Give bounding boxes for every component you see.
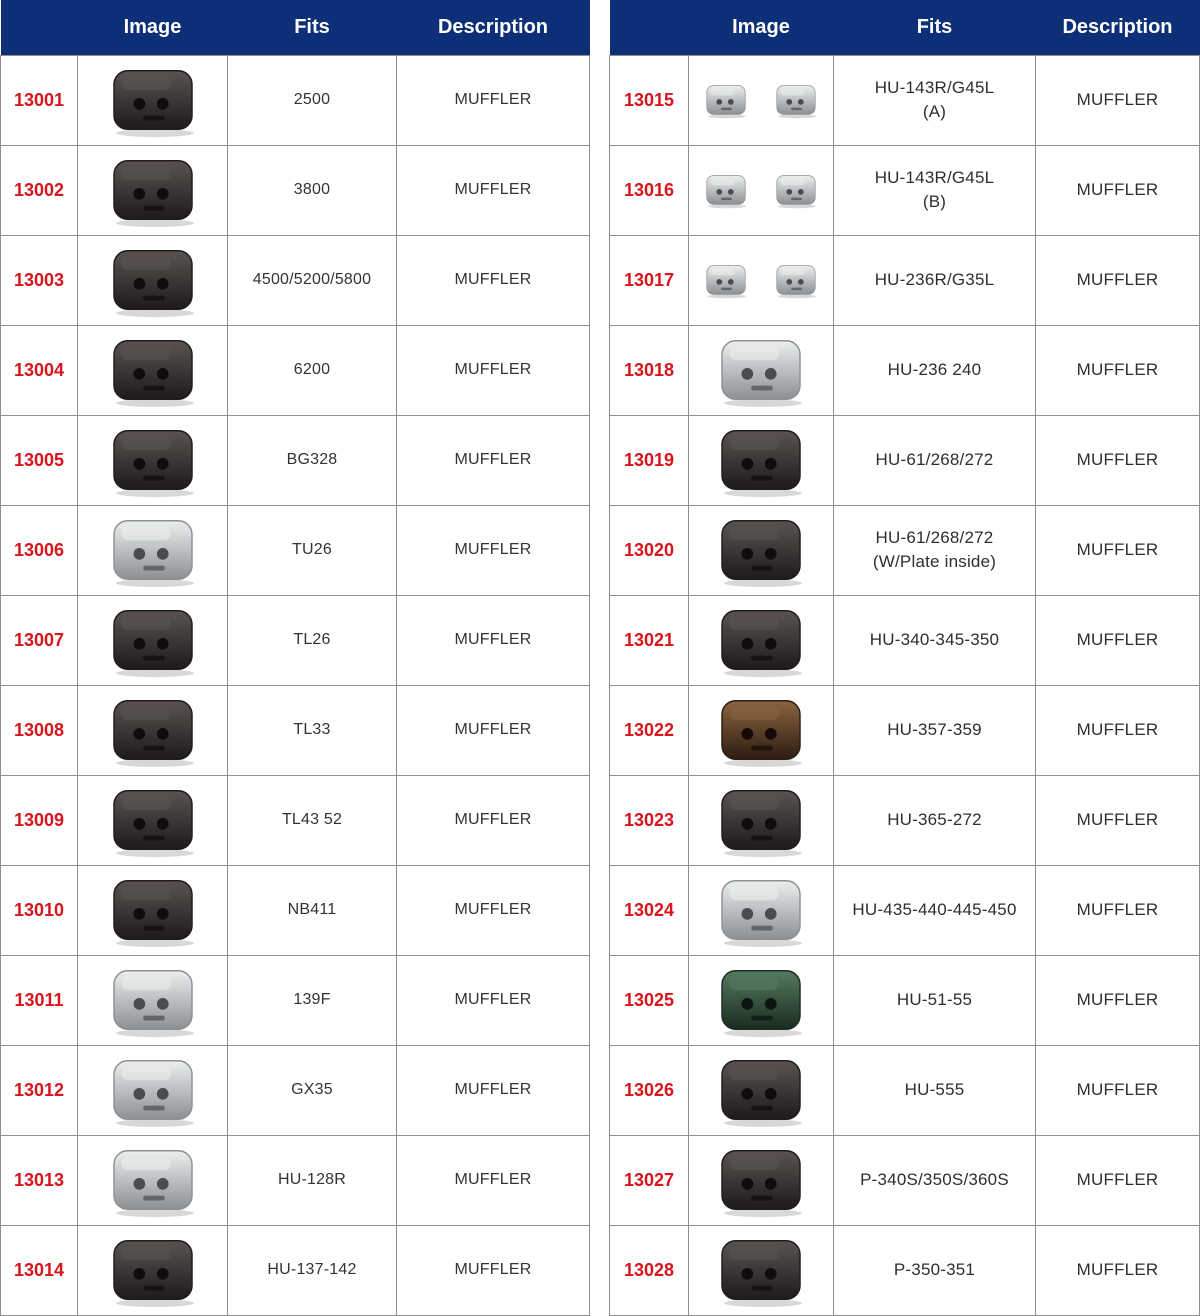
product-image-cell: [78, 685, 228, 775]
fits-cell: [834, 415, 1036, 505]
description-cell: MUFFLER: [397, 325, 590, 415]
product-image-cell: [78, 145, 228, 235]
fits-cell: [834, 955, 1036, 1045]
product-image-cell: [78, 235, 228, 325]
description-cell: MUFFLER: [1036, 55, 1200, 145]
fits-model: TU26: [292, 541, 332, 558]
part-number: 13014: [1, 1225, 78, 1315]
fits-model: HU-365-272: [887, 810, 982, 829]
catalog-table-right: [609, 0, 1200, 1316]
table-row: [610, 1045, 1200, 1135]
fits-cell: [834, 775, 1036, 865]
part-number: 13016: [610, 145, 689, 235]
product-image-cell: [689, 1225, 834, 1315]
table-row: [1, 685, 590, 775]
table-row: [1, 1135, 590, 1225]
muffler-image: [709, 781, 813, 859]
table-row: [1, 325, 590, 415]
fits-model: HU-143R/G45L: [874, 168, 995, 187]
muffler-image: [772, 242, 820, 318]
description-cell: MUFFLER: [397, 865, 590, 955]
table-row: [1, 505, 590, 595]
table-row: [610, 955, 1200, 1045]
description-cell: MUFFLER: [397, 145, 590, 235]
table-row: [610, 145, 1200, 235]
product-image-wrap: [689, 866, 833, 954]
product-image-cell: [689, 1135, 834, 1225]
product-image-wrap: [78, 146, 227, 234]
fits-cell: [228, 685, 397, 775]
product-image-wrap: [689, 326, 833, 414]
description-cell: MUFFLER: [397, 415, 590, 505]
description-cell: MUFFLER: [1036, 505, 1200, 595]
product-image-wrap: [689, 776, 833, 864]
muffler-image: [709, 421, 813, 499]
part-number: 13024: [610, 865, 689, 955]
fits-model: HU-128R: [277, 1171, 347, 1188]
muffler-image: [702, 62, 750, 138]
fits-cell: [834, 685, 1036, 775]
fits-model: P-340S/350S/360S: [860, 1170, 1009, 1189]
fits-model: HU-61/268/272: [875, 450, 994, 469]
fits-model: P-350-351: [893, 1260, 976, 1279]
table-row: [610, 1225, 1200, 1315]
fits-variant: (A): [922, 102, 947, 121]
description-cell: MUFFLER: [397, 775, 590, 865]
fits-cell: [834, 865, 1036, 955]
part-number: 13012: [1, 1045, 78, 1135]
muffler-image: [101, 1141, 205, 1219]
muffler-image: [709, 1051, 813, 1129]
fits-cell: [834, 1225, 1036, 1315]
table-row: [610, 595, 1200, 685]
muffler-image: [101, 691, 205, 769]
fits-cell: [834, 505, 1036, 595]
table-row: [610, 235, 1200, 325]
part-number: 13018: [610, 325, 689, 415]
fits-model: HU-435-440-445-450: [852, 900, 1017, 919]
product-image-cell: [689, 775, 834, 865]
product-image-wrap: [78, 236, 227, 324]
description-cell: MUFFLER: [397, 595, 590, 685]
description-cell: MUFFLER: [1036, 145, 1200, 235]
part-number: 13003: [1, 235, 78, 325]
table-row: [1, 145, 590, 235]
part-number: 13006: [1, 505, 78, 595]
table-row: [1, 1225, 590, 1315]
fits-cell: [228, 865, 397, 955]
part-number: 13026: [610, 1045, 689, 1135]
header-code: [610, 0, 689, 55]
table-row: [610, 685, 1200, 775]
product-image-wrap: [689, 56, 833, 144]
description-cell: MUFFLER: [397, 505, 590, 595]
description-cell: MUFFLER: [1036, 865, 1200, 955]
part-number: 13028: [610, 1225, 689, 1315]
description-cell: MUFFLER: [397, 1225, 590, 1315]
fits-model: 4500/5200/5800: [252, 271, 372, 288]
muffler-image: [101, 781, 205, 859]
product-image-cell: [689, 325, 834, 415]
part-number: 13009: [1, 775, 78, 865]
product-image-cell: [78, 955, 228, 1045]
description-cell: MUFFLER: [397, 1135, 590, 1225]
muffler-image: [772, 62, 820, 138]
fits-model: HU-143R/G45L: [874, 78, 995, 97]
product-image-cell: [78, 415, 228, 505]
part-number: 13004: [1, 325, 78, 415]
fits-model: HU-357-359: [887, 720, 982, 739]
description-cell: MUFFLER: [1036, 325, 1200, 415]
fits-model: HU-137-142: [267, 1261, 357, 1278]
table-row: [610, 55, 1200, 145]
fits-model: HU-340-345-350: [869, 630, 1000, 649]
fits-model: 3800: [293, 181, 331, 198]
fits-variant: (W/Plate inside): [872, 552, 997, 571]
muffler-image: [702, 152, 750, 228]
product-image-wrap: [78, 1046, 227, 1134]
parts-table: [0, 0, 590, 1316]
fits-model: 6200: [293, 361, 331, 378]
fits-variant: (B): [922, 192, 947, 211]
product-image-wrap: [78, 1136, 227, 1224]
product-image-cell: [78, 775, 228, 865]
product-image-cell: [689, 595, 834, 685]
fits-cell: [834, 325, 1036, 415]
table-header-row: [610, 0, 1200, 55]
description-cell: MUFFLER: [1036, 1045, 1200, 1135]
product-image-wrap: [78, 956, 227, 1044]
fits-cell: [834, 145, 1036, 235]
fits-cell: [834, 595, 1036, 685]
table-row: [1, 595, 590, 685]
description-cell: MUFFLER: [397, 235, 590, 325]
product-image-wrap: [689, 1226, 833, 1314]
description-cell: MUFFLER: [1036, 1135, 1200, 1225]
fits-cell: [228, 145, 397, 235]
muffler-image: [709, 1231, 813, 1309]
part-number: 13008: [1, 685, 78, 775]
part-number: 13002: [1, 145, 78, 235]
fits-cell: [228, 1135, 397, 1225]
product-image-wrap: [689, 686, 833, 774]
part-number: 13023: [610, 775, 689, 865]
table-row: [1, 955, 590, 1045]
product-image-wrap: [78, 686, 227, 774]
fits-model: TL26: [293, 631, 331, 648]
product-image-cell: [78, 1135, 228, 1225]
header-fits: Fits: [834, 0, 1036, 55]
part-number: 13021: [610, 595, 689, 685]
fits-cell: [228, 1225, 397, 1315]
muffler-image: [709, 511, 813, 589]
muffler-image: [101, 961, 205, 1039]
fits-model: TL33: [293, 721, 331, 738]
product-image-cell: [78, 55, 228, 145]
product-image-wrap: [78, 866, 227, 954]
product-image-cell: [78, 1045, 228, 1135]
product-image-wrap: [78, 326, 227, 414]
part-number: 13019: [610, 415, 689, 505]
table-row: [610, 1135, 1200, 1225]
description-cell: MUFFLER: [1036, 685, 1200, 775]
product-image-wrap: [689, 236, 833, 324]
part-number: 13025: [610, 955, 689, 1045]
fits-cell: [834, 235, 1036, 325]
fits-cell: [228, 235, 397, 325]
product-image-cell: [78, 865, 228, 955]
product-image-wrap: [78, 776, 227, 864]
product-image-wrap: [689, 506, 833, 594]
table-row: [610, 415, 1200, 505]
muffler-image: [702, 242, 750, 318]
fits-model: HU-236R/G35L: [874, 270, 995, 289]
muffler-image: [709, 691, 813, 769]
table-row: [610, 325, 1200, 415]
description-cell: MUFFLER: [397, 685, 590, 775]
table-row: [610, 775, 1200, 865]
product-image-wrap: [78, 506, 227, 594]
description-cell: MUFFLER: [397, 1045, 590, 1135]
product-image-wrap: [689, 1136, 833, 1224]
product-image-cell: [78, 1225, 228, 1315]
description-cell: MUFFLER: [1036, 775, 1200, 865]
parts-table: [609, 0, 1200, 1316]
table-row: [1, 775, 590, 865]
product-image-cell: [78, 505, 228, 595]
fits-model: BG328: [286, 451, 338, 468]
table-row: [1, 55, 590, 145]
muffler-image: [101, 1231, 205, 1309]
product-image-cell: [689, 1045, 834, 1135]
product-image-cell: [689, 55, 834, 145]
fits-model: HU-61/268/272: [875, 528, 994, 547]
header-description: Description: [397, 0, 590, 55]
table-row: [610, 505, 1200, 595]
muffler-image: [101, 241, 205, 319]
product-image-cell: [689, 415, 834, 505]
product-image-cell: [689, 505, 834, 595]
muffler-image: [709, 1141, 813, 1219]
product-image-wrap: [78, 596, 227, 684]
product-image-cell: [689, 955, 834, 1045]
product-image-wrap: [78, 416, 227, 504]
muffler-image: [101, 1051, 205, 1129]
product-image-wrap: [689, 1046, 833, 1134]
part-number: 13020: [610, 505, 689, 595]
table-row: [1, 1045, 590, 1135]
fits-model: HU-555: [904, 1080, 965, 1099]
muffler-image: [101, 151, 205, 229]
header-code: [1, 0, 78, 55]
product-image-cell: [689, 235, 834, 325]
product-image-cell: [78, 325, 228, 415]
description-cell: MUFFLER: [1036, 415, 1200, 505]
table-header-row: [1, 0, 590, 55]
part-number: 13013: [1, 1135, 78, 1225]
part-number: 13022: [610, 685, 689, 775]
muffler-image: [709, 601, 813, 679]
muffler-image: [101, 61, 205, 139]
product-image-cell: [689, 865, 834, 955]
product-image-wrap: [689, 956, 833, 1044]
product-image-wrap: [689, 146, 833, 234]
part-number: 13010: [1, 865, 78, 955]
table-row: [610, 865, 1200, 955]
product-image-cell: [689, 685, 834, 775]
header-image: Image: [689, 0, 834, 55]
fits-model: TL43 52: [281, 811, 343, 828]
product-image-wrap: [689, 416, 833, 504]
muffler-image: [101, 331, 205, 409]
fits-cell: [228, 55, 397, 145]
header-description: Description: [1036, 0, 1200, 55]
fits-model: NB411: [287, 901, 337, 918]
catalog-table-left: [0, 0, 590, 1316]
muffler-image: [709, 871, 813, 949]
muffler-image: [101, 871, 205, 949]
description-cell: MUFFLER: [1036, 1225, 1200, 1315]
part-number: 13027: [610, 1135, 689, 1225]
fits-model: GX35: [291, 1081, 333, 1098]
fits-model: HU-51-55: [896, 990, 973, 1009]
product-image-cell: [689, 145, 834, 235]
muffler-image: [101, 511, 205, 589]
header-fits: Fits: [228, 0, 397, 55]
product-image-wrap: [78, 1226, 227, 1314]
description-cell: MUFFLER: [1036, 955, 1200, 1045]
description-cell: MUFFLER: [397, 55, 590, 145]
muffler-image: [101, 421, 205, 499]
table-row: [1, 865, 590, 955]
product-image-cell: [78, 595, 228, 685]
fits-cell: [228, 325, 397, 415]
description-cell: MUFFLER: [1036, 595, 1200, 685]
muffler-image: [709, 331, 813, 409]
description-cell: MUFFLER: [1036, 235, 1200, 325]
fits-cell: [228, 955, 397, 1045]
muffler-image: [772, 152, 820, 228]
fits-cell: [834, 1135, 1036, 1225]
fits-cell: [228, 505, 397, 595]
fits-model: 2500: [293, 91, 331, 108]
fits-cell: [228, 415, 397, 505]
header-image: Image: [78, 0, 228, 55]
fits-cell: [228, 595, 397, 685]
fits-model: 139F: [293, 991, 331, 1008]
fits-model: HU-236 240: [887, 360, 982, 379]
description-cell: MUFFLER: [397, 955, 590, 1045]
part-number: 13005: [1, 415, 78, 505]
fits-cell: [228, 775, 397, 865]
part-number: 13007: [1, 595, 78, 685]
part-number: 13001: [1, 55, 78, 145]
fits-cell: [834, 1045, 1036, 1135]
table-row: [1, 415, 590, 505]
product-image-wrap: [689, 596, 833, 684]
fits-cell: [834, 55, 1036, 145]
part-number: 13017: [610, 235, 689, 325]
muffler-image: [709, 961, 813, 1039]
product-image-wrap: [78, 56, 227, 144]
table-row: [1, 235, 590, 325]
fits-cell: [228, 1045, 397, 1135]
muffler-image: [101, 601, 205, 679]
part-number: 13011: [1, 955, 78, 1045]
part-number: 13015: [610, 55, 689, 145]
